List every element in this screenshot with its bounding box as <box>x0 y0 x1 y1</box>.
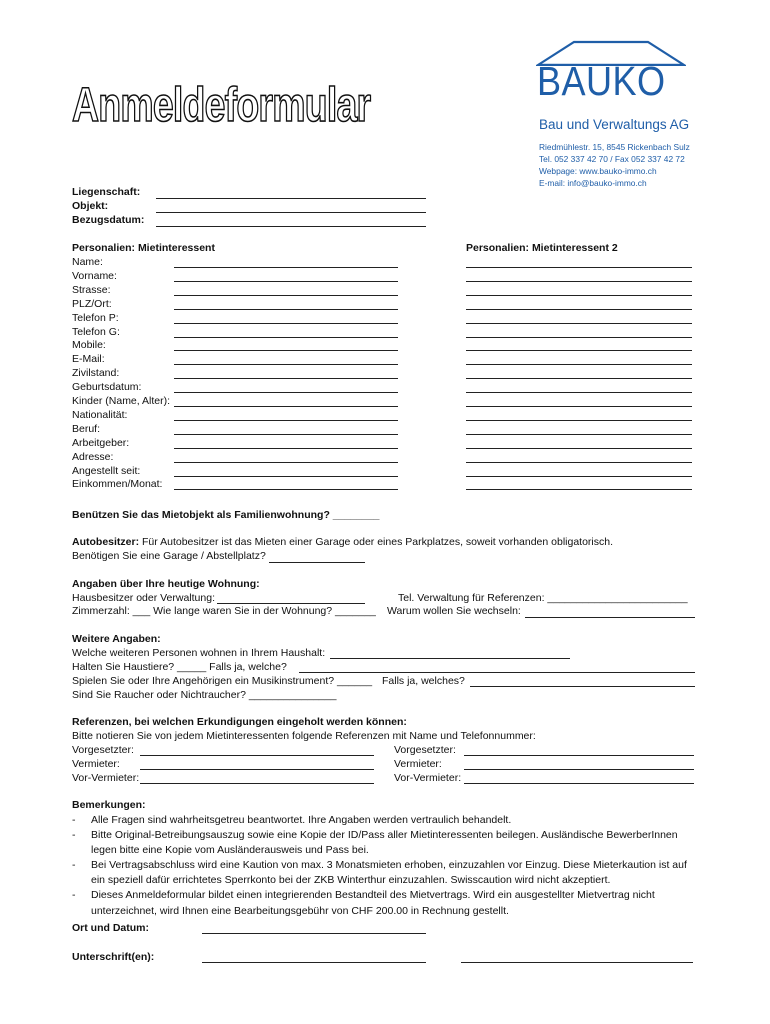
personal-heading-2: Personalien: Mietinteressent 2 <box>466 242 618 254</box>
personal-field-input-2[interactable] <box>466 406 692 407</box>
personal-field-input-1[interactable] <box>174 392 398 393</box>
logo-name: BAUKO <box>537 58 666 104</box>
reference-label-left: Vermieter: <box>72 758 120 770</box>
personal-field-label: Nationalität: <box>72 408 128 421</box>
form-title: Anmeldeformular <box>72 79 371 132</box>
verwaltung-field[interactable] <box>217 603 365 604</box>
liegenschaft-field[interactable] <box>156 198 426 199</box>
warum-label: Warum wollen Sie wechseln: <box>387 605 521 617</box>
personal-field-input-2[interactable] <box>466 309 692 310</box>
musik-welches-label: Falls ja, welches? <box>382 675 465 687</box>
signature-field-1[interactable] <box>202 962 426 963</box>
musik-field[interactable] <box>470 686 695 687</box>
reference-label-left: Vorgesetzter: <box>72 744 134 756</box>
haustiere-field[interactable] <box>299 672 695 673</box>
personal-field-input-1[interactable] <box>174 406 398 407</box>
personal-field-label: Name: <box>72 256 103 268</box>
remark-text: Alle Fragen sind wahrheitsgetreu beantwortet. Ihre Angaben werden vertraulich behandelt. <box>91 814 512 826</box>
tel-verwaltung-label: Tel. Verwaltung für Referenzen: ________________________ <box>398 592 688 604</box>
bullet-dash: - <box>72 829 76 842</box>
raucher-label: Sind Sie Raucher oder Nichtraucher? _______________ <box>72 689 337 701</box>
reference-label-right: Vor-Vermieter: <box>394 772 462 784</box>
personal-field-label: Zivilstand: <box>72 367 120 380</box>
personal-field-label: Kinder (Name, Alter): <box>72 395 171 407</box>
personal-field-label: Beruf: <box>72 422 101 435</box>
personal-field-label: Telefon G: <box>72 325 120 338</box>
signature-field-2[interactable] <box>461 962 693 963</box>
logo-subtitle: Bau und Verwaltungs AG <box>539 117 690 132</box>
remarks-heading: Bemerkungen: <box>72 799 146 811</box>
personal-field-input-2[interactable] <box>466 281 692 282</box>
reference-label-right: Vorgesetzter: <box>394 744 456 756</box>
bezugsdatum-field[interactable] <box>156 226 426 227</box>
personal-field-input-1[interactable] <box>174 434 398 435</box>
personal-field-input-1[interactable] <box>174 364 398 365</box>
personal-field-input-2[interactable] <box>466 378 692 379</box>
personal-field-input-2[interactable] <box>466 448 692 449</box>
reference-field-left[interactable] <box>140 783 374 784</box>
personal-field-input-2[interactable] <box>466 462 692 463</box>
personal-field-input-1[interactable] <box>174 420 398 421</box>
warum-field[interactable] <box>525 617 695 618</box>
personal-field-label: E-Mail: <box>72 353 105 366</box>
current-heading: Angaben über Ihre heutige Wohnung: <box>72 578 260 590</box>
personal-field-label: Geburtsdatum: <box>72 381 142 394</box>
remark-item <box>72 858 702 888</box>
personal-field-input-2[interactable] <box>466 420 692 421</box>
personal-field-input-1[interactable] <box>174 448 398 449</box>
auto-label: Autobesitzer: <box>72 536 140 548</box>
remark-item <box>72 813 702 828</box>
personal-field-input-1[interactable] <box>174 462 398 463</box>
company-web: Webpage: www.bauko-immo.ch <box>539 166 657 176</box>
bullet-dash: - <box>72 859 76 872</box>
personal-field-label: PLZ/Ort: <box>72 297 112 310</box>
personal-field-input-1[interactable] <box>174 337 398 338</box>
reference-field-right[interactable] <box>464 755 694 756</box>
bullet-dash: - <box>72 814 76 826</box>
references-heading: Referenzen, bei welchen Erkundigungen eingeholt werden können: <box>72 716 407 728</box>
family-question: Benützen Sie das Mietobjekt als Familienwohnung? ________ <box>72 509 380 521</box>
ort-datum-label: Ort und Datum: <box>72 922 149 934</box>
reference-field-left[interactable] <box>140 769 374 770</box>
reference-label-left: Vor-Vermieter: <box>72 772 140 784</box>
personal-field-label: Arbeitgeber: <box>72 436 130 449</box>
personal-field-input-2[interactable] <box>466 434 692 435</box>
references-intro: Bitte notieren Sie von jedem Mietinteressenten folgende Referenzen mit Name und Telefonnummer: <box>72 730 536 742</box>
personal-field-input-1[interactable] <box>174 323 398 324</box>
personal-field-input-1[interactable] <box>174 295 398 296</box>
auto-info <box>72 536 613 548</box>
company-address: Riedmühlestr. 15, 8545 Rickenbach Sulz <box>539 142 690 152</box>
personal-field-input-2[interactable] <box>466 476 692 477</box>
zimmer-label: Zimmerzahl: ___ Wie lange waren Sie in der Wohnung? _______ <box>72 605 376 617</box>
reference-field-right[interactable] <box>464 769 694 770</box>
personal-field-input-2[interactable] <box>466 364 692 365</box>
personal-field-input-2[interactable] <box>466 295 692 296</box>
personal-field-input-2[interactable] <box>466 489 692 490</box>
personal-field-input-1[interactable] <box>174 378 398 379</box>
personal-field-input-2[interactable] <box>466 392 692 393</box>
bullet-dash: - <box>72 889 76 902</box>
remark-text: Dieses Anmeldeformular bildet einen integrierenden Bestandteil des Mietvertrags. Wird ein ausgestellter Mietvertrag nicht unterzeichnet, wird Ihnen eine Bearbeitungsgebühr von CHF 200.00 in Rechnung gestellt. <box>91 889 655 917</box>
company-phone: Tel. 052 337 42 70 / Fax 052 337 42 72 <box>539 154 685 164</box>
personen-field[interactable] <box>330 658 570 659</box>
garage-field[interactable] <box>269 562 365 563</box>
remark-text: Bitte Original-Betreibungsauszug sowie eine Kopie der ID/Pass aller Mietinteressenten beilegen. Ausländische BewerberInnen legen bitte eine Kopie vom Ausländerausweis und Pass bei. <box>91 829 678 857</box>
bezugsdatum-label: Bezugsdatum: <box>72 214 145 226</box>
personal-field-input-2[interactable] <box>466 267 692 268</box>
further-heading: Weitere Angaben: <box>72 633 161 645</box>
personal-field-label: Adresse: <box>72 450 114 463</box>
personal-field-input-1[interactable] <box>174 350 398 351</box>
personal-field-input-2[interactable] <box>466 323 692 324</box>
unterschrift-label: Unterschrift(en): <box>72 951 155 963</box>
personal-field-input-1[interactable] <box>174 476 398 477</box>
personal-field-input-2[interactable] <box>466 337 692 338</box>
personal-field-label: Telefon P: <box>72 311 119 324</box>
liegenschaft-label: Liegenschaft: <box>72 186 141 198</box>
personal-field-input-1[interactable] <box>174 281 398 282</box>
reference-field-right[interactable] <box>464 783 694 784</box>
personal-field-label: Strasse: <box>72 283 111 296</box>
remark-text: Bei Vertragsabschluss wird eine Kaution von max. 3 Monatsmieten erhoben, einzuzahlen vor Einzug. Diese Mieterkaution ist auf ein speziell dafür errichtetes Sperrkonto bei der ZKB Winterthur einzuzahlen. Swisscaution wird nicht akzeptiert. <box>91 859 687 887</box>
personal-field-label: Einkommen/Monat: <box>72 478 163 491</box>
objekt-label: Objekt: <box>72 200 109 212</box>
personal-field-label: Mobile: <box>72 339 106 352</box>
objekt-field[interactable] <box>156 212 426 213</box>
personal-field-input-1[interactable] <box>174 489 398 490</box>
personal-field-input-2[interactable] <box>466 350 692 351</box>
personal-field-input-1[interactable] <box>174 267 398 268</box>
haustiere-label: Halten Sie Haustiere? _____ Falls ja, welche? <box>72 661 287 673</box>
personal-heading-1: Personalien: Mietinteressent <box>72 242 215 254</box>
garage-question: Benötigen Sie eine Garage / Abstellplatz? <box>72 550 266 562</box>
personal-field-label: Angestellt seit: <box>72 464 141 477</box>
auto-text: Für Autobesitzer ist das Mieten einer Garage oder eines Parkplatzes, soweit vorhanden obligatorisch. <box>142 536 614 548</box>
ort-datum-field[interactable] <box>202 933 426 934</box>
company-email: E-mail: info@bauko-immo.ch <box>539 178 647 188</box>
personen-label: Welche weiteren Personen wohnen in Ihrem Haushalt: <box>72 647 326 659</box>
verwaltung-label: Hausbesitzer oder Verwaltung: <box>72 592 215 604</box>
musik-label: Spielen Sie oder Ihre Angehörigen ein Musikinstrument? ______ <box>72 675 373 687</box>
remark-item <box>72 828 702 858</box>
personal-field-input-1[interactable] <box>174 309 398 310</box>
personal-field-label: Vorname: <box>72 269 117 282</box>
reference-field-left[interactable] <box>140 755 374 756</box>
remarks-list <box>72 813 702 919</box>
reference-label-right: Vermieter: <box>394 758 442 770</box>
remark-item <box>72 888 702 918</box>
